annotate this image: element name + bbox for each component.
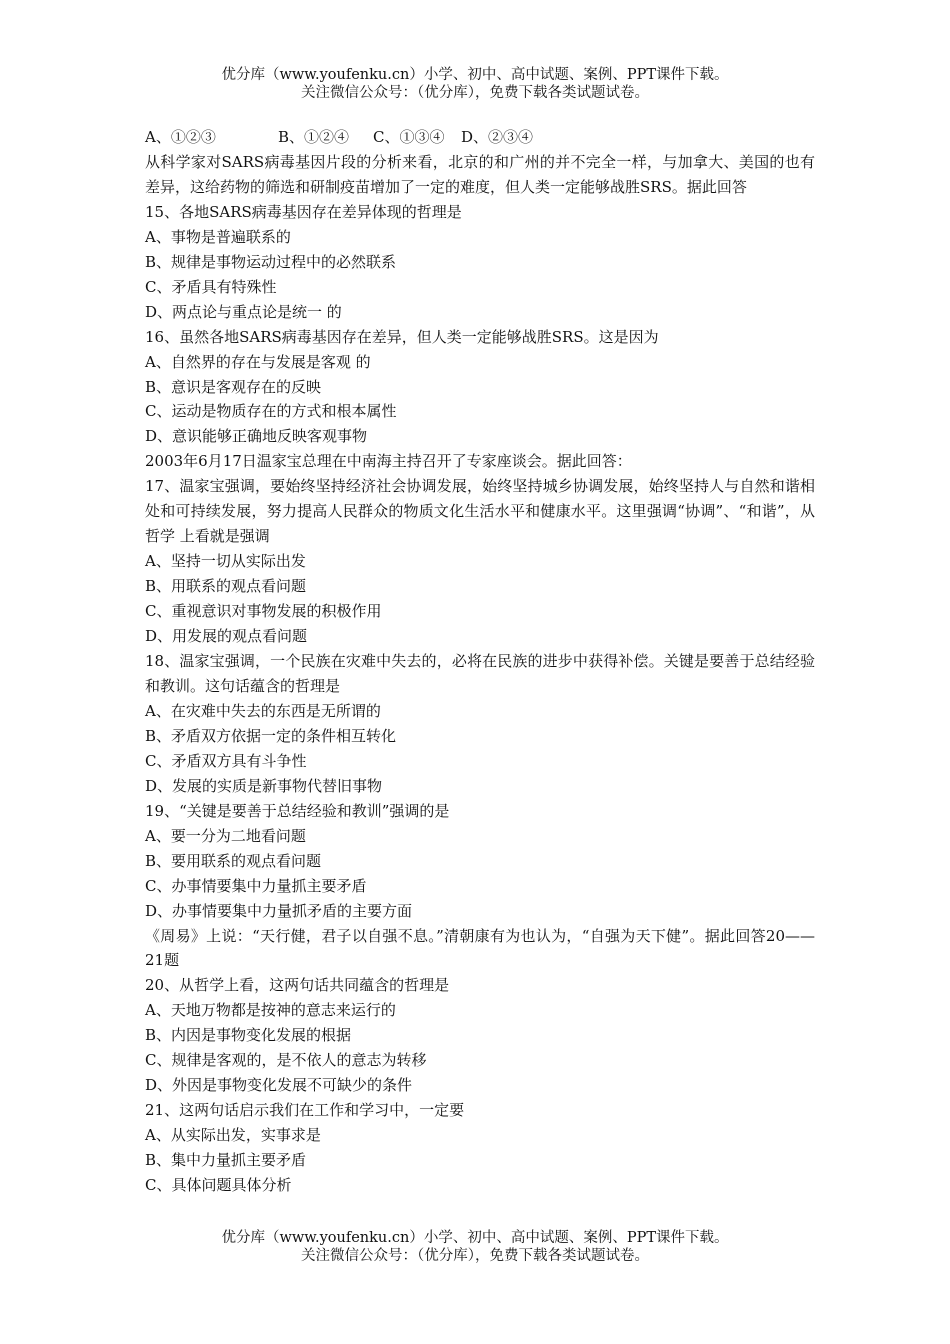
text-line: D、用发展的观点看问题 [145,627,308,646]
text-line: B、集中力量抓主要矛盾 [145,1151,307,1170]
answer-options-row [145,125,815,150]
text-line: D、发展的实质是新事物代替旧事物 [145,776,383,795]
text-line: A、自然界的存在与发展是客观 的 [145,352,371,371]
text-line: A、天地万物都是按神的意志来运行的 [145,1001,396,1020]
text-line: C、具体问题具体分析 [145,1176,292,1195]
text-line: B、规律是事物运动过程中的必然联系 [145,252,397,271]
text-line: 17、温家宝强调，要始终坚持经济社会协调发展，始终坚持城乡协调发展，始终坚持人与自然和谐相处和可持续发展，努力提高人民群众的物质文化生活水平和健康水平。这里强调“协调”、“和谐”，从哲学 上看就是强调 [145,477,815,546]
footer-line-1: 优分库（www.youfenku.cn）小学、初中、高中试题、案例、PPT课件下载。 [221,1230,729,1246]
option-b: B、①②④ [278,128,350,146]
page-footer [0,1229,950,1265]
text-line: C、运动是物质存在的方式和根本属性 [145,402,397,421]
text-line: 16、虽然各地SARS病毒基因存在差异，但人类一定能够战胜SRS。这是因为 [145,327,659,346]
text-line: 《周易》上说：“天行健，君子以自强不息。”清朝康有为也认为，“自强为天下健”。据此回答20——21题 [145,926,815,970]
text-line: C、矛盾双方具有斗争性 [145,751,307,770]
text-line: A、要一分为二地看问题 [145,826,306,845]
text-line: 2003年6月17日温家宝总理在中南海主持召开了专家座谈会。据此回答： [145,452,632,471]
text-line: B、矛盾双方依据一定的条件相互转化 [145,726,397,745]
text-line: D、办事情要集中力量抓矛盾的主要方面 [145,901,413,920]
text-line: C、矛盾具有特殊性 [145,277,277,296]
option-d: D、②③④ [461,128,534,146]
header-line-2: 关注微信公众号：（优分库），免费下载各类试题试卷。 [301,85,649,101]
option-c: C、①③④ [373,128,445,146]
text-line: 21、这两句话启示我们在工作和学习中，一定要 [145,1101,465,1120]
page-header [0,66,950,102]
footer-line-2: 关注微信公众号：（优分库），免费下载各类试题试卷。 [301,1248,649,1264]
text-line: 从科学家对SARS病毒基因片段的分析来看，北京的和广州的并不完全一样，与加拿大、美国的也有差异，这给药物的筛选和研制疫苗增加了一定的难度，但人类一定能够战胜SRS。据此回答 [145,152,815,196]
question-lines [145,150,815,1198]
text-line: C、重视意识对事物发展的积极作用 [145,602,382,621]
text-line: A、在灾难中失去的东西是无所谓的 [145,701,381,720]
text-line: D、意识能够正确地反映客观事物 [145,427,368,446]
text-line: A、事物是普遍联系的 [145,227,291,246]
text-line: B、用联系的观点看问题 [145,577,307,596]
text-line: 18、温家宝强调，一个民族在灾难中失去的，必将在民族的进步中获得补偿。关键是要善于总结经验和教训。这句话蕴含的哲理是 [145,652,815,695]
option-a: A、①②③ [145,128,216,146]
text-line: D、外因是事物变化发展不可缺少的条件 [145,1076,413,1095]
text-line: B、内因是事物变化发展的根据 [145,1026,352,1045]
text-line: B、要用联系的观点看问题 [145,851,322,870]
text-line: B、意识是客观存在的反映 [145,377,322,396]
text-line: A、从实际出发，实事求是 [145,1126,321,1145]
text-line: 19、“关键是要善于总结经验和教训”强调的是 [145,801,450,820]
text-line: C、规律是客观的，是不依人的意志为转移 [145,1051,427,1070]
text-line: C、办事情要集中力量抓主要矛盾 [145,876,367,895]
text-line: 15、各地SARS病毒基因存在差异体现的哲理是 [145,202,462,221]
text-line: D、两点论与重点论是统一 的 [145,302,342,321]
document-body [145,125,815,1198]
text-line: A、坚持一切从实际出发 [145,552,306,571]
header-line-1: 优分库（www.youfenku.cn）小学、初中、高中试题、案例、PPT课件下载。 [221,67,729,83]
text-line: 20、从哲学上看，这两句话共同蕴含的哲理是 [145,976,450,995]
